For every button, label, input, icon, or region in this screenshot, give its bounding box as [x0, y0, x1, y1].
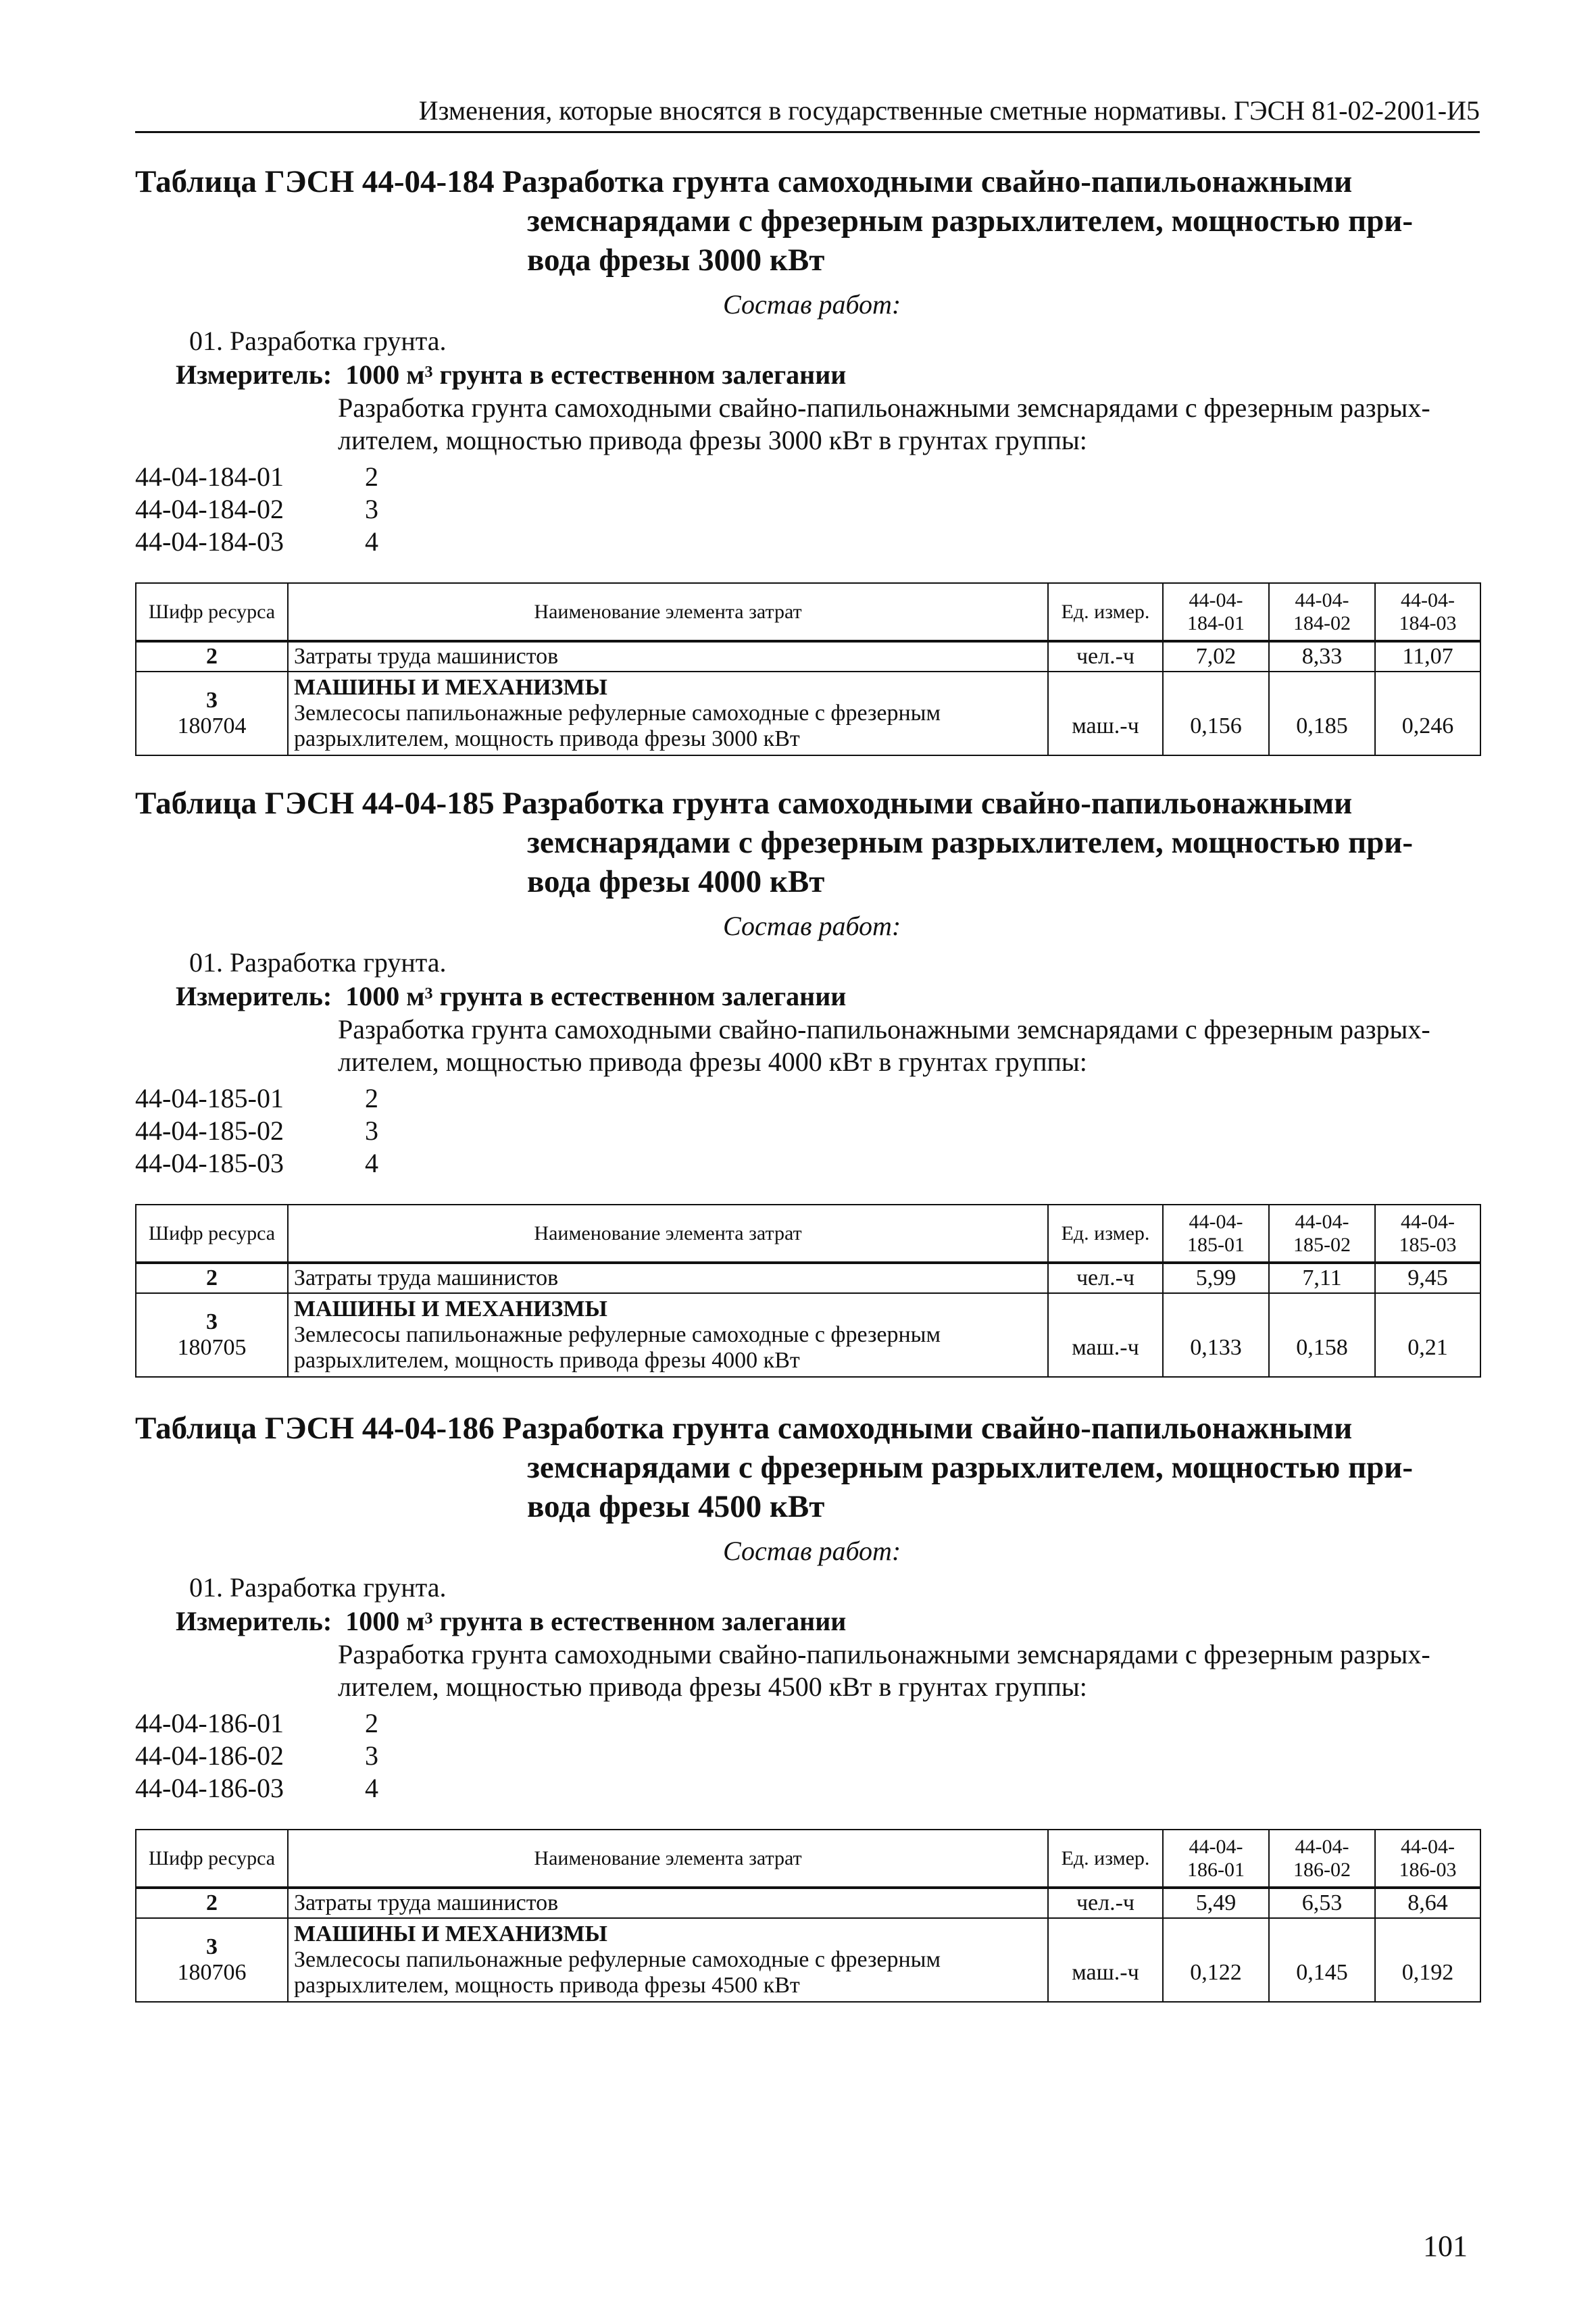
title-line-3: вода фрезы 3000 кВт	[527, 243, 825, 278]
meter-line	[135, 1605, 1480, 1638]
col-header-norm: 44-04- 184-03	[1375, 583, 1480, 641]
code-row: 44-04-186-02 3	[135, 1740, 378, 1771]
title-line-3: вода фрезы 4500 кВт	[527, 1489, 825, 1524]
col-header-unit: Ед. измер.	[1048, 1830, 1163, 1888]
description-line-1: Разработка грунта самоходными свайно-папильонажными земснарядами с фрезерным разрых-	[338, 1639, 1430, 1669]
meter-label: Измеритель:	[176, 1606, 332, 1636]
code-row: 44-04-185-03 4	[135, 1148, 378, 1178]
table-row: 3 180706 МАШИНЫ И МЕХАНИЗМЫ Землесосы папильонажные рефулерные самоходные с фрезерным разрыхлителем, мощность привода фрезы 4500 кВт маш.-ч 0,122 0,145 0,192	[136, 1918, 1480, 2002]
col-header-norm: 44-04- 185-03	[1375, 1205, 1480, 1263]
code-row: 44-04-186-03 4	[135, 1773, 378, 1803]
code-row: 44-04-185-02 3	[135, 1115, 378, 1146]
col-header-norm: 44-04- 184-01	[1163, 583, 1269, 641]
col-header-name: Наименование элемента затрат	[288, 1830, 1048, 1888]
norm-codes	[135, 461, 1480, 558]
code-row: 44-04-184-03 4	[135, 526, 378, 557]
title-line-1: Таблица ГЭСН 44-04-184 Разработка грунта самоходными свайно-папильонажными	[135, 164, 1353, 199]
col-header-norm: 44-04- 186-02	[1269, 1830, 1375, 1888]
description-line-2: лителем, мощностью привода фрезы 3000 кВт в грунтах группы:	[338, 425, 1087, 455]
sostav-label: Состав работ:	[723, 1536, 901, 1566]
work-item: 01. Разработка грунта.	[189, 947, 447, 978]
section-title	[135, 1409, 1480, 1526]
col-header-norm: 44-04- 185-01	[1163, 1205, 1269, 1263]
col-header-norm: 44-04- 186-01	[1163, 1830, 1269, 1888]
work-item: 01. Разработка грунта.	[189, 326, 447, 356]
code-row: 44-04-186-01 2	[135, 1708, 378, 1738]
meter-line	[135, 980, 1480, 1013]
norm-codes	[135, 1707, 1480, 1805]
table-row: 3 180705 МАШИНЫ И МЕХАНИЗМЫ Землесосы папильонажные рефулерные самоходные с фрезерным разрыхлителем, мощность привода фрезы 4000 кВт маш.-ч 0,133 0,158 0,21	[136, 1293, 1480, 1377]
col-header-code: Шифр ресурса	[136, 1830, 288, 1888]
meter-value: 1000 $м^3$ грунта в естественном залегании	[345, 1606, 847, 1636]
work-item: 01. Разработка грунта.	[189, 1572, 447, 1603]
section-title	[135, 784, 1480, 901]
norm-section-184	[135, 162, 1480, 756]
meter-value: 1000 $м^3$ грунта в естественном залегании	[345, 981, 847, 1011]
norm-section-186	[135, 1409, 1480, 2003]
table-row: 2 Затраты труда машинистов чел.-ч 7,02 8,33 11,07	[136, 641, 1480, 672]
table-row: 2 Затраты труда машинистов чел.-ч 5,99 7,11 9,45	[136, 1263, 1480, 1293]
sostav-label: Состав работ:	[723, 289, 901, 320]
resource-table	[135, 1204, 1481, 1378]
title-line-3: вода фрезы 4000 кВт	[527, 864, 825, 899]
table-row: 3 180704 МАШИНЫ И МЕХАНИЗМЫ Землесосы папильонажные рефулерные самоходные с фрезерным разрыхлителем, мощность привода фрезы 3000 кВт маш.-ч 0,156 0,185 0,246	[136, 672, 1480, 755]
norm-section-185	[135, 784, 1480, 1378]
col-header-norm: 44-04- 185-02	[1269, 1205, 1375, 1263]
meter-label: Измеритель:	[176, 981, 332, 1011]
sostav-label: Состав работ:	[723, 911, 901, 941]
page-number: 101	[1423, 2230, 1468, 2263]
table-row: 2 Затраты труда машинистов чел.-ч 5,49 6,53 8,64	[136, 1888, 1480, 1918]
meter-line	[135, 358, 1480, 392]
col-header-name: Наименование элемента затрат	[288, 583, 1048, 641]
section-title	[135, 162, 1480, 280]
description-line-1: Разработка грунта самоходными свайно-папильонажными земснарядами с фрезерным разрых-	[338, 393, 1430, 423]
col-header-unit: Ед. измер.	[1048, 583, 1163, 641]
meter-label: Измеритель:	[176, 359, 332, 390]
code-row: 44-04-184-02 3	[135, 494, 378, 524]
col-header-unit: Ед. измер.	[1048, 1205, 1163, 1263]
meter-value: 1000 $м^3$ грунта в естественном залегании	[345, 359, 847, 390]
running-header: Изменения, которые вносятся в государственные сметные нормативы. ГЭСН 81-02-2001-И5	[135, 95, 1480, 133]
col-header-name: Наименование элемента затрат	[288, 1205, 1048, 1263]
col-header-code: Шифр ресурса	[136, 1205, 288, 1263]
resource-table	[135, 582, 1481, 756]
description-line-2: лителем, мощностью привода фрезы 4000 кВт в грунтах группы:	[338, 1047, 1087, 1077]
title-line-2: земснарядами с фрезерным разрыхлителем, мощностью при-	[527, 203, 1414, 238]
code-row: 44-04-185-01 2	[135, 1083, 378, 1113]
title-line-1: Таблица ГЭСН 44-04-186 Разработка грунта самоходными свайно-папильонажными	[135, 1411, 1353, 1446]
col-header-norm: 44-04- 184-02	[1269, 583, 1375, 641]
norm-codes	[135, 1082, 1480, 1180]
title-line-2: земснарядами с фрезерным разрыхлителем, мощностью при-	[527, 825, 1414, 860]
col-header-norm: 44-04- 186-03	[1375, 1830, 1480, 1888]
title-line-2: земснарядами с фрезерным разрыхлителем, мощностью при-	[527, 1450, 1414, 1485]
description-line-1: Разработка грунта самоходными свайно-папильонажными земснарядами с фрезерным разрых-	[338, 1014, 1430, 1045]
code-row: 44-04-184-01 2	[135, 461, 378, 492]
title-line-1: Таблица ГЭСН 44-04-185 Разработка грунта самоходными свайно-папильонажными	[135, 786, 1353, 821]
col-header-code: Шифр ресурса	[136, 583, 288, 641]
resource-table	[135, 1829, 1481, 2003]
description-line-2: лителем, мощностью привода фрезы 4500 кВт в грунтах группы:	[338, 1671, 1087, 1702]
